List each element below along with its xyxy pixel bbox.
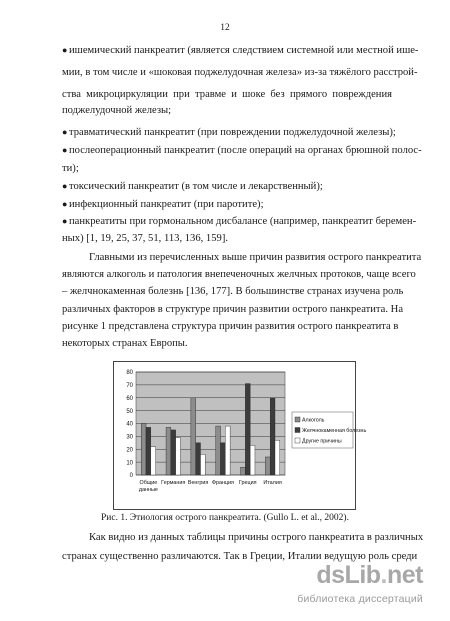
bullet-item [62, 144, 422, 157]
watermark-logo: dsLib.net [316, 561, 423, 589]
y-tick-label: 20 [126, 447, 133, 454]
bullet-item [62, 180, 323, 193]
bullet-marker: ● [62, 216, 68, 226]
x-tick-label: Венгрия [187, 480, 209, 486]
bullet-text-cont: ных) [1, 19, 25, 37, 51, 113, 136, 159]. [62, 233, 228, 244]
paragraph-line: Главными из перечисленных выше причин развития острого панкреатита [89, 252, 422, 263]
y-tick-label: 10 [126, 460, 133, 467]
bar [221, 443, 226, 475]
bar [265, 457, 270, 475]
bar [241, 467, 246, 475]
y-tick-label: 80 [126, 370, 133, 377]
bar [196, 443, 201, 475]
bullet-item [62, 198, 264, 211]
x-tick-label: данные [138, 487, 158, 493]
x-tick-label: Германия [161, 480, 186, 486]
y-tick-label: 30 [126, 434, 133, 441]
watermark-subtitle: библиотека диссертаций [297, 593, 423, 605]
y-tick-label: 50 [126, 408, 133, 415]
legend-label: Желчнокаменная болезнь [302, 428, 367, 435]
bullet-item [62, 44, 419, 57]
bar [200, 454, 205, 475]
x-tick-label: Греция [238, 480, 257, 486]
x-tick-label: Италия [263, 480, 282, 486]
paragraph-line: некоторых странах Европы. [62, 338, 188, 349]
bullet-text: ишемический панкреатит (является следствием системной или местной ише- [69, 45, 419, 56]
paragraph-line: странах существенно различаются. Так в Греции, Италии ведущую роль среди [62, 551, 418, 562]
bullet-marker: ● [62, 127, 68, 137]
paragraph-line: являются алкоголь и патология внепеченочных желчных протоков, чаще всего [62, 269, 416, 280]
legend-swatch [295, 417, 300, 422]
bar [191, 398, 196, 475]
page-number: 12 [220, 23, 230, 33]
bullet-text: инфекционный панкреатит (при паротите); [69, 199, 264, 210]
legend-swatch [295, 438, 300, 443]
bullet-text: панкреатиты при гормональном дисбалансе (например, панкреатит беремен- [69, 216, 417, 227]
paragraph-line: Как видно из данных таблицы причины острого панкреатита в различных [89, 532, 424, 543]
bullet-text: послеоперационный панкреатит (после операций на органах брюшной полос- [69, 145, 422, 156]
legend-label: Алкоголь [302, 417, 325, 424]
bullet-text: травматический панкреатит (при повреждении поджелудочной железы); [69, 127, 396, 138]
bullet-marker: ● [62, 145, 68, 155]
figure-caption: Рис. 1. Этиология острого панкреатита. (Gullo L. et al., 2002). [101, 513, 349, 523]
y-tick-label: 60 [126, 395, 133, 402]
paragraph-line: различных факторов в структуре причин развитии острого панкреатита. На [62, 304, 404, 315]
paragraph-line: – желчнокаменная болезнь [136, 177]. В большинстве странах изучена роль [62, 286, 404, 297]
legend-swatch [295, 428, 300, 433]
watermark [228, 563, 428, 607]
bullet-marker: ● [62, 45, 68, 55]
bullet-text-cont: мии, в том числе и «шоковая поджелудочная железа» из-за тяжёлого расстрой- [62, 67, 418, 78]
bar [250, 445, 255, 475]
bar [146, 427, 151, 475]
x-tick-label: Франция [211, 480, 234, 486]
legend-label: Другие причины [302, 438, 342, 445]
bar [166, 427, 171, 475]
y-tick-label: 0 [129, 473, 133, 480]
bar [216, 426, 221, 475]
bar-chart [114, 362, 367, 509]
bullet-marker: ● [62, 199, 68, 209]
y-tick-label: 40 [126, 421, 133, 428]
bullet-item [62, 126, 396, 139]
bar [275, 440, 280, 475]
bar [225, 426, 230, 475]
bar [270, 398, 275, 475]
figure-chart [113, 361, 367, 510]
bar [151, 447, 156, 475]
bullet-marker: ● [62, 181, 68, 191]
bar [141, 424, 146, 476]
bullet-text-cont: поджелудочной железы; [62, 105, 172, 116]
x-tick-label: Общие [139, 480, 158, 486]
bullet-text: токсический панкреатит (в том числе и лекарственный); [69, 181, 323, 192]
bullet-text-cont: ти); [62, 163, 79, 174]
bullet-text-cont: ства микроциркуляции при травме и шоке без прямого повреждения [62, 89, 392, 100]
bar [245, 384, 250, 475]
y-tick-label: 70 [126, 383, 133, 390]
paragraph-line: рисунке 1 представлена структура причин развития острого панкреатита в [62, 321, 399, 332]
bar [176, 438, 181, 475]
bullet-item [62, 215, 417, 228]
bar [171, 430, 176, 475]
